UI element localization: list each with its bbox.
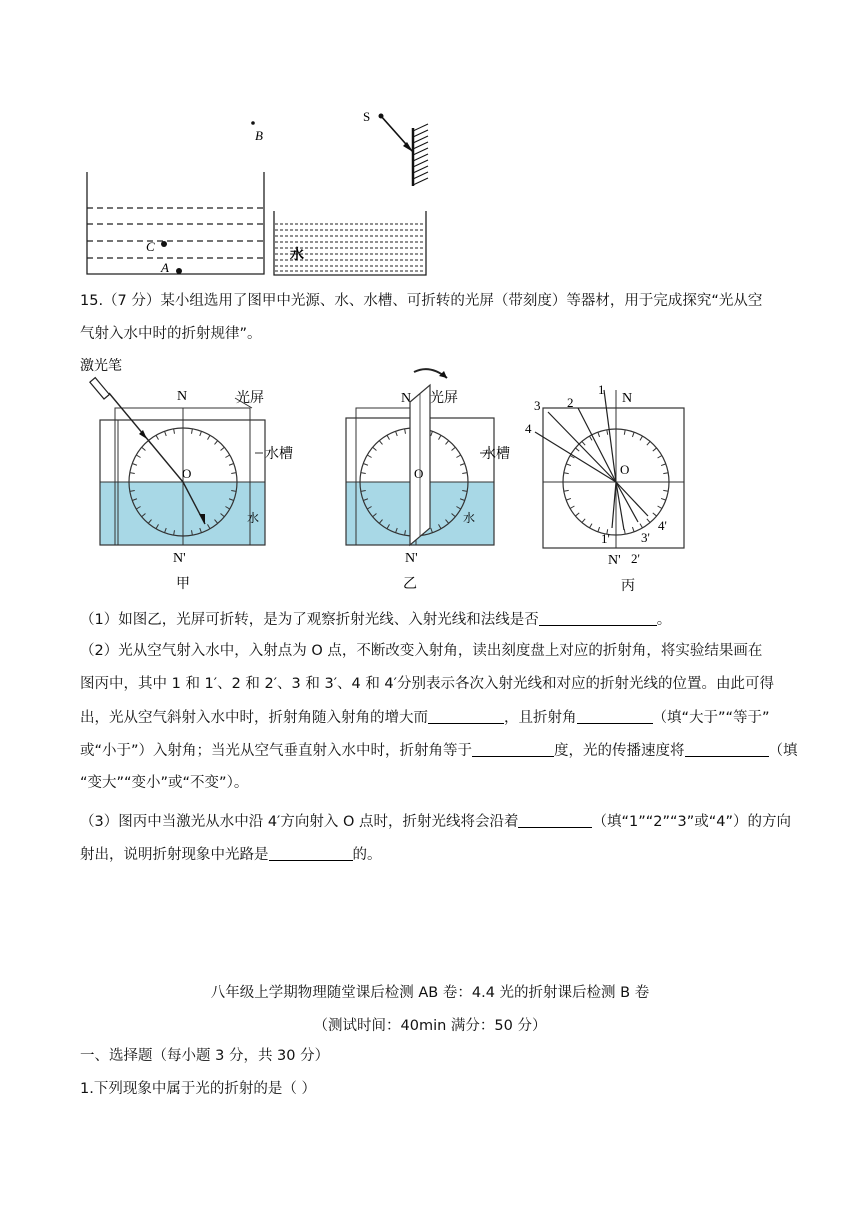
q15-part2-line4: 或“小于”）入射角；当光从空气垂直射入水中时，折射角等于 度，光的传播速度将 （填	[80, 740, 798, 761]
point-a	[176, 268, 182, 274]
label-o-yi: O	[414, 466, 424, 481]
mirror-setup	[363, 109, 428, 186]
figure-top	[0, 0, 860, 290]
answer-blank-5[interactable]	[685, 740, 769, 757]
label-o-bing: O	[620, 462, 630, 477]
label-ray-2p: 2'	[631, 551, 640, 566]
label-n-jia: N	[177, 389, 188, 404]
label-water-top: 水	[290, 247, 304, 263]
q15-part2-line3: 出，光从空气斜射入水中时，折射角随入射角的增大而 ，且折射角 （填“大于”“等于”	[80, 707, 770, 728]
label-ray-1p: 1'	[601, 531, 610, 546]
label-water-jia: 水	[247, 511, 260, 525]
label-nprime-jia: N'	[173, 551, 186, 566]
light-ray	[612, 482, 616, 528]
q15-part1-text: （1）如图乙，光屏可折转，是为了观察折射光线、入射光线和法线是否	[80, 612, 539, 628]
label-a: A	[161, 260, 169, 275]
section-b-subtitle: （测试时间：40min 满分：50 分）	[313, 1018, 547, 1034]
label-screen-yi: 光屏	[430, 390, 458, 406]
section-b-part1: 一、选择题（每小题 3 分，共 30 分）	[80, 1048, 330, 1064]
label-screen-jia: 光屏	[236, 390, 264, 406]
light-ray	[604, 390, 616, 482]
diagram-bing	[525, 382, 684, 594]
label-c: C	[146, 239, 155, 254]
label-ray-2: 2	[567, 395, 574, 410]
diagram-jia	[80, 357, 293, 592]
q15-part2-line1: （2）光从空气射入水中，入射点为 O 点，不断改变入射角，读出刻度盘上对应的折射角，将实验结果画在	[80, 643, 763, 659]
label-o-jia: O	[182, 466, 192, 481]
label-b: B	[255, 128, 263, 143]
diagram-yi	[346, 369, 510, 592]
label-water-yi: 水	[463, 511, 476, 525]
label-tank-yi: 水槽	[482, 446, 510, 462]
label-ray-1: 1	[598, 382, 605, 397]
point-c	[161, 241, 167, 247]
label-ray-3: 3	[534, 398, 541, 413]
answer-blank-3[interactable]	[577, 707, 653, 724]
answer-blank-7[interactable]	[269, 844, 353, 861]
label-ray-4p: 4'	[658, 518, 667, 533]
label-nprime-yi: N'	[405, 551, 418, 566]
label-n-yi: N	[401, 391, 412, 406]
q15-intro-line2: 气射入水中时的折射规律”。	[80, 326, 262, 342]
label-ray-4: 4	[525, 421, 532, 436]
caption-yi: 乙	[403, 576, 417, 592]
point-b	[251, 121, 255, 125]
label-n-bing: N	[622, 391, 633, 406]
section-b-q1: 1.下列现象中属于光的折射的是（ ）	[80, 1081, 316, 1097]
answer-blank-6[interactable]	[518, 811, 592, 828]
q15-part1: （1）如图乙，光屏可折转，是为了观察折射光线、入射光线和法线是否 。	[80, 609, 671, 630]
answer-blank-1[interactable]	[539, 609, 657, 626]
caption-bing: 丙	[621, 578, 635, 594]
answer-blank-2[interactable]	[428, 707, 504, 724]
label-laser: 激光笔	[80, 358, 122, 374]
section-b-title: 八年级上学期物理随堂课后检测 AB 卷：4.4 光的折射课后检测 B 卷	[210, 985, 650, 1001]
q15-part3-line2: 射出，说明折射现象中光路是 的。	[80, 844, 382, 865]
figure-q15	[0, 350, 860, 594]
q15-part2-line2: 图丙中，其中 1 和 1′、2 和 2′、3 和 3′、4 和 4′分别表示各次入射光线和对应的折射光线的位置。由此可得	[80, 676, 774, 692]
label-ray-3p: 3'	[641, 530, 650, 545]
answer-blank-4[interactable]	[472, 740, 554, 757]
left-tank	[87, 172, 264, 274]
label-s: S	[363, 109, 371, 124]
q15-part3-line1: （3）图丙中当激光从水中沿 4′方向射入 O 点时，折射光线将会沿着 （填“1”“2”“3”或“4”）的方向	[80, 811, 791, 832]
right-tank	[274, 211, 426, 275]
caption-jia: 甲	[176, 576, 190, 592]
q15-intro-line1: 15.（7 分）某小组选用了图甲中光源、水、水槽、可折转的光屏（带刻度）等器材，用于完成探究“光从空	[80, 293, 763, 309]
label-tank-jia: 水槽	[265, 446, 293, 462]
q15-part2-line5: “变大”“变小”或“不变”）。	[80, 775, 249, 791]
label-nprime-bing: N'	[608, 553, 621, 568]
